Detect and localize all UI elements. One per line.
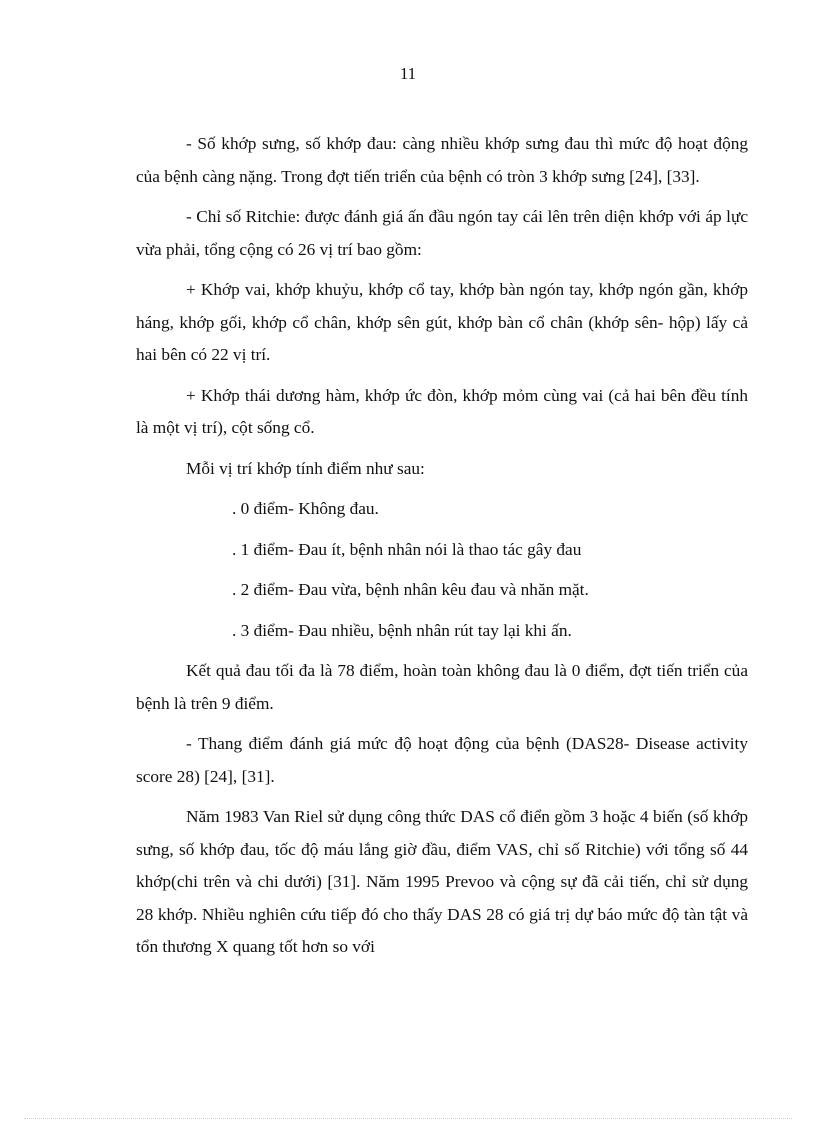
paragraph-scoring-intro: Mỗi vị trí khớp tính điểm như sau: <box>186 458 425 478</box>
paragraph-joint-list-other: + Khớp thái dương hàm, khớp ức đòn, khớp mỏm cùng vai (cả hai bên đều tính là một vị trí), cột sống cổ. <box>136 385 748 437</box>
paragraph-van-riel: Năm 1983 Van Riel sử dụng công thức DAS cổ điển gồm 3 hoặc 4 biến (số khớp sưng, số khớp đau, tốc độ máu lắng giờ đầu, điểm VAS, chỉ số Ritchie) với tổng số 44 khớp(chi trên và chi dưới) [31]. Năm 1995 Prevoo và cộng sự đã cải tiến, chỉ sử dụng 28 khớp. Nhiều nghiên cứu tiếp đó cho thấy DAS 28 có giá trị dự báo mức độ tàn tật và tổn thương X quang tốt hơn so với <box>136 807 748 956</box>
score-item-1: . 1 điểm- Đau ít, bệnh nhân nói là thao tác gây đau <box>232 539 582 559</box>
page-bottom-divider <box>24 1118 792 1119</box>
paragraph-ritchie-index: - Chỉ số Ritchie: được đánh giá ấn đầu ngón tay cái lên trên diện khớp với áp lực vừa phải, tổng cộng có 26 vị trí bao gồm: <box>136 207 748 259</box>
score-item-0: . 0 điểm- Không đau. <box>232 499 379 518</box>
paragraph-swollen-tender-joints: - Số khớp sưng, số khớp đau: càng nhiều khớp sưng đau thì mức độ hoạt động của bệnh càng nặng. Trong đợt tiến triển của bệnh có tròn 3 khớp sưng [24], [33]. <box>136 134 748 186</box>
document-body <box>136 128 748 972</box>
paragraph-max-score: Kết quả đau tối đa là 78 điểm, hoàn toàn không đau là 0 điểm, đợt tiến triển của bệnh là trên 9 điểm. <box>136 661 748 713</box>
page-number: 11 <box>399 64 417 83</box>
score-item-3: . 3 điểm- Đau nhiều, bệnh nhân rút tay lại khi ấn. <box>232 620 572 640</box>
paragraph-das28: - Thang điểm đánh giá mức độ hoạt động của bệnh (DAS28- Disease activity score 28) [24], [31]. <box>136 734 748 786</box>
paragraph-joint-list-22: + Khớp vai, khớp khuỷu, khớp cổ tay, khớp bàn ngón tay, khớp ngón gần, khớp háng, khớp gối, khớp cổ chân, khớp sên gút, khớp bàn cổ chân (khớp sên- hộp) lấy cả hai bên có 22 vị trí. <box>136 280 748 364</box>
score-item-2: . 2 điểm- Đau vừa, bệnh nhân kêu đau và nhăn mặt. <box>232 580 589 599</box>
